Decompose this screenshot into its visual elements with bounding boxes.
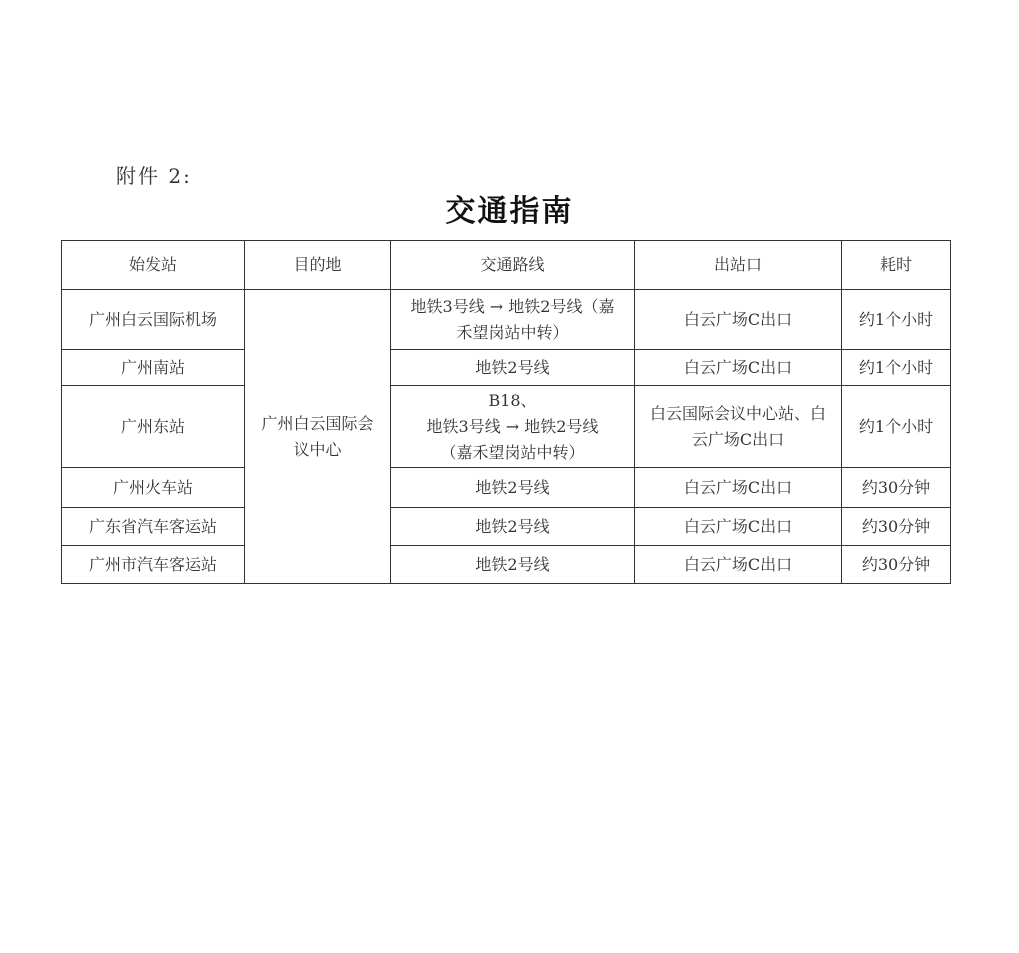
exit-cell: 白云广场C出口 bbox=[635, 468, 842, 508]
route-cell bbox=[391, 386, 635, 468]
header-route: 交通路线 bbox=[391, 241, 635, 290]
table-row bbox=[62, 386, 951, 468]
page-title: 交通指南 bbox=[445, 194, 574, 229]
origin-cell: 广州南站 bbox=[62, 350, 245, 386]
time-cell: 约1个小时 bbox=[842, 350, 951, 386]
route-line: 地铁2号线 bbox=[475, 516, 550, 536]
exit-cell bbox=[635, 386, 842, 468]
origin-cell: 广州东站 bbox=[62, 386, 245, 468]
origin-cell: 广州市汽车客运站 bbox=[62, 546, 245, 584]
origin-cell: 广州火车站 bbox=[62, 468, 245, 508]
table-header-row bbox=[62, 241, 951, 290]
route-line: 禾望岗站中转） bbox=[456, 322, 569, 342]
destination-cell bbox=[245, 290, 391, 584]
header-origin: 始发站 bbox=[62, 241, 245, 290]
route-line: （嘉禾望岗站中转） bbox=[440, 442, 585, 462]
transport-guide-table bbox=[61, 240, 951, 584]
route-cell bbox=[391, 290, 635, 350]
route-line: 地铁2号线 bbox=[475, 554, 550, 574]
exit-line: 白云国际会议中心站、白 bbox=[649, 403, 826, 423]
route-line: 地铁2号线 bbox=[475, 477, 550, 497]
table-row bbox=[62, 508, 951, 546]
route-cell bbox=[391, 468, 635, 508]
exit-line: 云广场C出口 bbox=[691, 429, 785, 449]
exit-cell: 白云广场C出口 bbox=[635, 508, 842, 546]
table-row bbox=[62, 350, 951, 386]
route-line: 地铁3号线 → 地铁2号线（嘉 bbox=[410, 296, 615, 316]
exit-cell: 白云广场C出口 bbox=[635, 350, 842, 386]
table-row bbox=[62, 546, 951, 584]
header-time: 耗时 bbox=[842, 241, 951, 290]
destination-text: 广州白云国际会议中心 bbox=[261, 413, 374, 459]
time-cell: 约1个小时 bbox=[842, 386, 951, 468]
exit-cell: 白云广场C出口 bbox=[635, 546, 842, 584]
attachment-label: 附件 2: bbox=[116, 164, 192, 188]
time-cell: 约30分钟 bbox=[842, 508, 951, 546]
route-line: B18、 bbox=[488, 390, 537, 410]
table-row bbox=[62, 290, 951, 350]
time-cell: 约30分钟 bbox=[842, 468, 951, 508]
origin-cell: 广东省汽车客运站 bbox=[62, 508, 245, 546]
route-cell bbox=[391, 508, 635, 546]
table-row bbox=[62, 468, 951, 508]
time-cell: 约30分钟 bbox=[842, 546, 951, 584]
origin-cell: 广州白云国际机场 bbox=[62, 290, 245, 350]
route-cell bbox=[391, 546, 635, 584]
header-exit: 出站口 bbox=[635, 241, 842, 290]
time-cell: 约1个小时 bbox=[842, 290, 951, 350]
exit-cell: 白云广场C出口 bbox=[635, 290, 842, 350]
route-cell bbox=[391, 350, 635, 386]
route-line: 地铁3号线 → 地铁2号线 bbox=[426, 416, 599, 436]
header-destination: 目的地 bbox=[245, 241, 391, 290]
route-line: 地铁2号线 bbox=[475, 357, 550, 377]
